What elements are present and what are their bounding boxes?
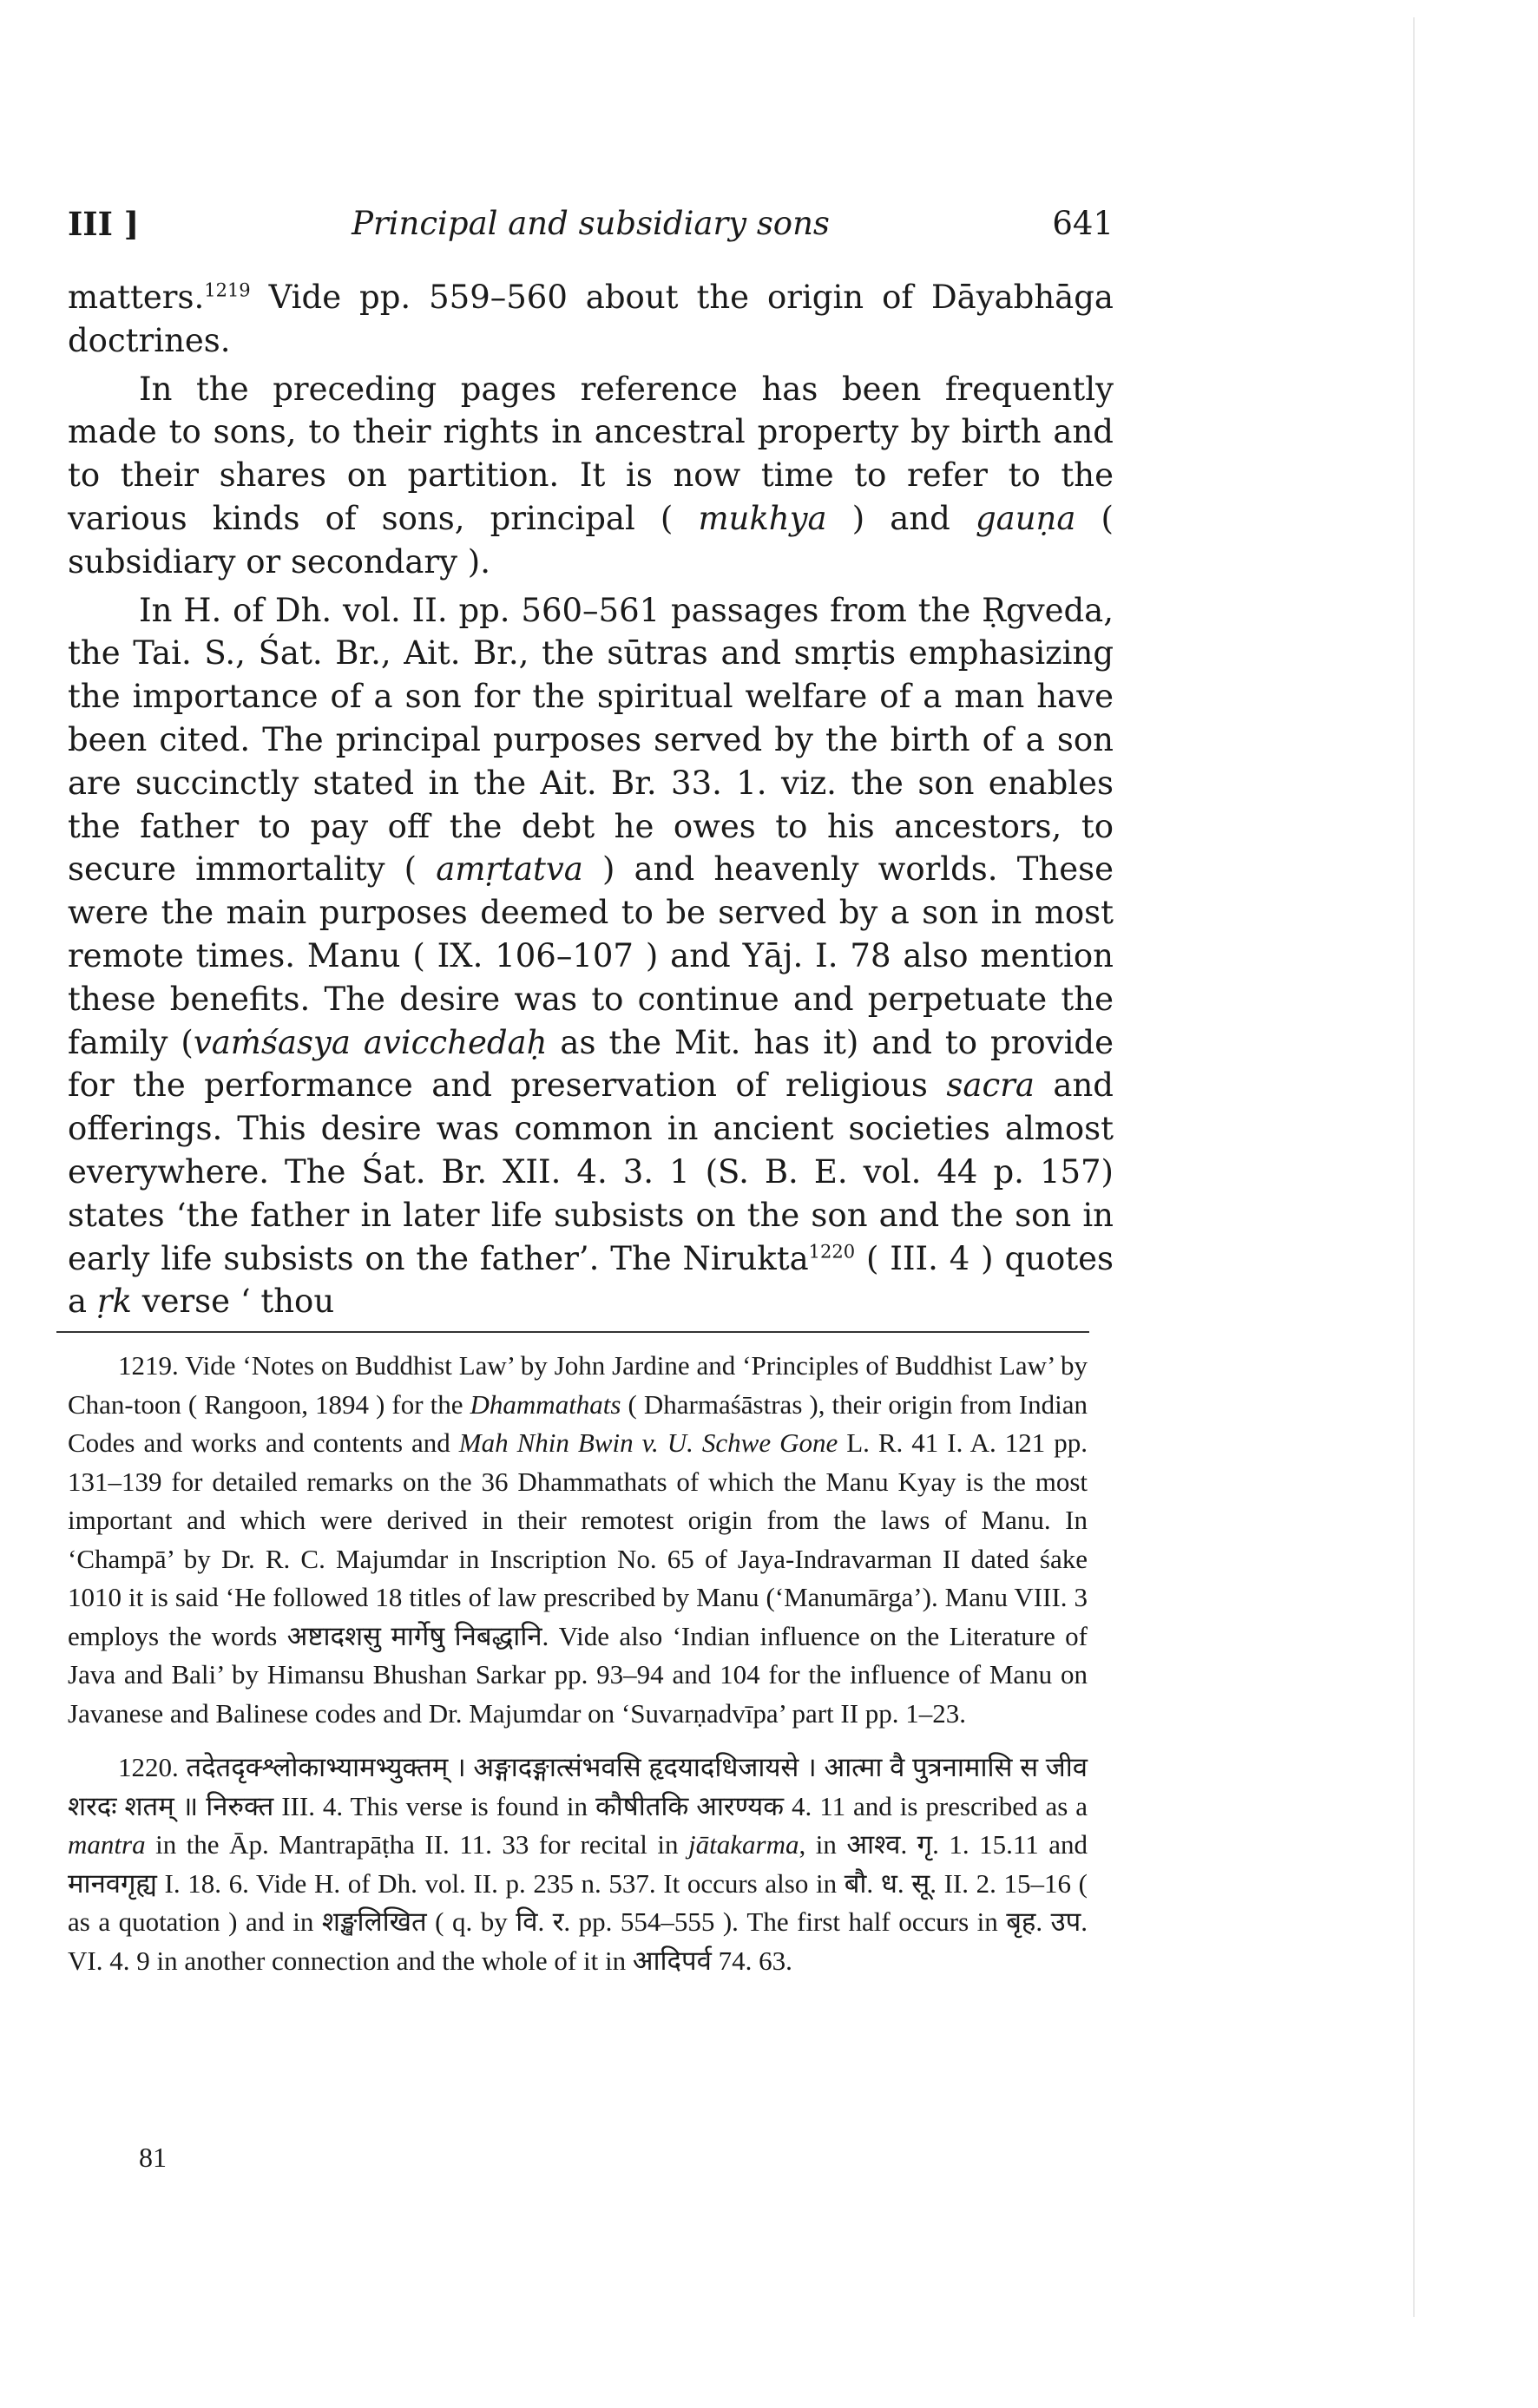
paragraph-2: In the preceding pages reference has been frequently made to sons, to their rights in ancestral property by birth and to their shares on partition. It is now time to refer to the various kinds of sons, principal ( mukhya ) and gauṇa ( subsidiary or secondary ). bbox=[68, 370, 1114, 581]
term-amrtatva: amṛtatva bbox=[436, 850, 583, 889]
footnote-1219: 1219. Vide ‘Notes on Buddhist Law’ by John Jardine and ‘Principles of Buddhist Law’ by Chan-toon ( Rangoon, 1894 ) for the Dhammathats ( Dharmaśāstras ), their origin from Indian Codes and works and contents and Mah Nhin Bwin v. U. Schwe Gone L. R. 41 I. A. 121 pp. 131–139 for detailed remarks on the 36 Dhammathats of which the Manu Kyay is the most important and which were derived in their remotest origin from the laws of Manu. In ‘Champā’ by Dr. R. C. Majumdar in Inscription No. 65 of Jaya-Indravarman II dated śake 1010 it is said ‘He followed 18 titles of law prescribed by Manu (‘Manumārga’). Manu VIII. 3 employs the words अष्टादशसु मार्गेषु निबद्धानि. Vide also ‘Indian influence on the Literature of Java and Bali’ by Himansu Bhushan Sarkar pp. 93–94 and 104 for the influence of Manu on Javanese and Balinese codes and Dr. Majumdar on ‘Suvarṇadvīpa’ part II pp. 1–23. bbox=[68, 1350, 1088, 1729]
term-rk: ṛk bbox=[96, 1283, 132, 1321]
footnote-1220: 1220. तदेतदृक्श्लोकाभ्यामभ्युक्तम् । अङ्गादङ्गात्संभवसि हृदयादधिजायसे । आत्मा वै पुत्रनामासि स जीव शरदः शतम् ॥ निरुक्त III. 4. This verse is found in कौषीतकि आरण्यक 4. 11 and is prescribed as a mantra in the Āp. Mantrapāṭha II. 11. 33 for recital in jātakarma, in आश्व. गृ. 1. 15.11 and मानवगृह्य I. 18. 6. Vide H. of Dh. vol. II. p. 235 n. 537. It occurs also in बौ. ध. सू. II. 2. 15–16 ( as a quotation ) and in शङ्खलिखित ( q. by वि. र. pp. 554–555 ). The first half occurs in बृह. उप. VI. 4. 9 in another connection and the whole of it in आदिपर्व 74. 63. bbox=[68, 1752, 1088, 1976]
footnote-ref-1220[interactable]: 1220 bbox=[808, 1241, 856, 1263]
term-mukhya: mukhya bbox=[698, 499, 827, 537]
footnote-ref-1219[interactable]: 1219 bbox=[204, 279, 251, 301]
term-vamsasya: vaṁśasya avicchedaḥ bbox=[193, 1023, 548, 1061]
paragraph-1: matters.$^{1219}$ Vide pp. 559–560 about the origin of Dāyabhāga doctrines. bbox=[68, 279, 1114, 359]
footnote-divider bbox=[56, 1331, 1089, 1333]
signature-mark: 81 bbox=[139, 2142, 167, 2173]
footnotes bbox=[68, 1347, 1088, 1980]
running-title: Principal and subsidiary sons bbox=[352, 205, 830, 242]
term-sacra: sacra bbox=[946, 1066, 1035, 1105]
term-gauna: gauṇa bbox=[975, 499, 1076, 537]
scan-edge-line bbox=[1413, 17, 1415, 2317]
chapter-number: III ] bbox=[68, 205, 140, 243]
page-number: 641 bbox=[1052, 205, 1114, 242]
paragraph-3: In H. of Dh. vol. II. pp. 560–561 passages from the Ṛgveda, the Tai. S., Śat. Br., Ait. Br., the sūtras and smṛtis emphasizing the importance of a son for the spiritual welfare of a man have been cited. The principal purposes served by the birth of a son are succinctly stated in the Ait. Br. 33. 1. viz. the son enables the father to pay off the debt he owes to his ancestors, to secure immortality ( amṛtatva ) and heavenly worlds. These were the main purposes deemed to be served by a son in most remote times. Manu ( IX. 106–107 ) and Yāj. I. 78 also mention these benefits. The desire was to continue and perpetuate the family (vaṁśasya avicchedaḥ as the Mit. has it) and to provide for the performance and preservation of religious sacra and offerings. This desire was common in ancient societies almost everywhere. The Śat. Br. XII. 4. 3. 1 (S. B. E. vol. 44 p. 157) states ‘the father in later life subsists on the son and the son in early life subsists on the father’. The Nirukta$^{1220}$ ( III. 4 ) quotes a ṛk verse ‘ thou bbox=[68, 591, 1114, 1321]
main-text bbox=[68, 276, 1114, 1323]
running-header bbox=[68, 198, 1114, 250]
